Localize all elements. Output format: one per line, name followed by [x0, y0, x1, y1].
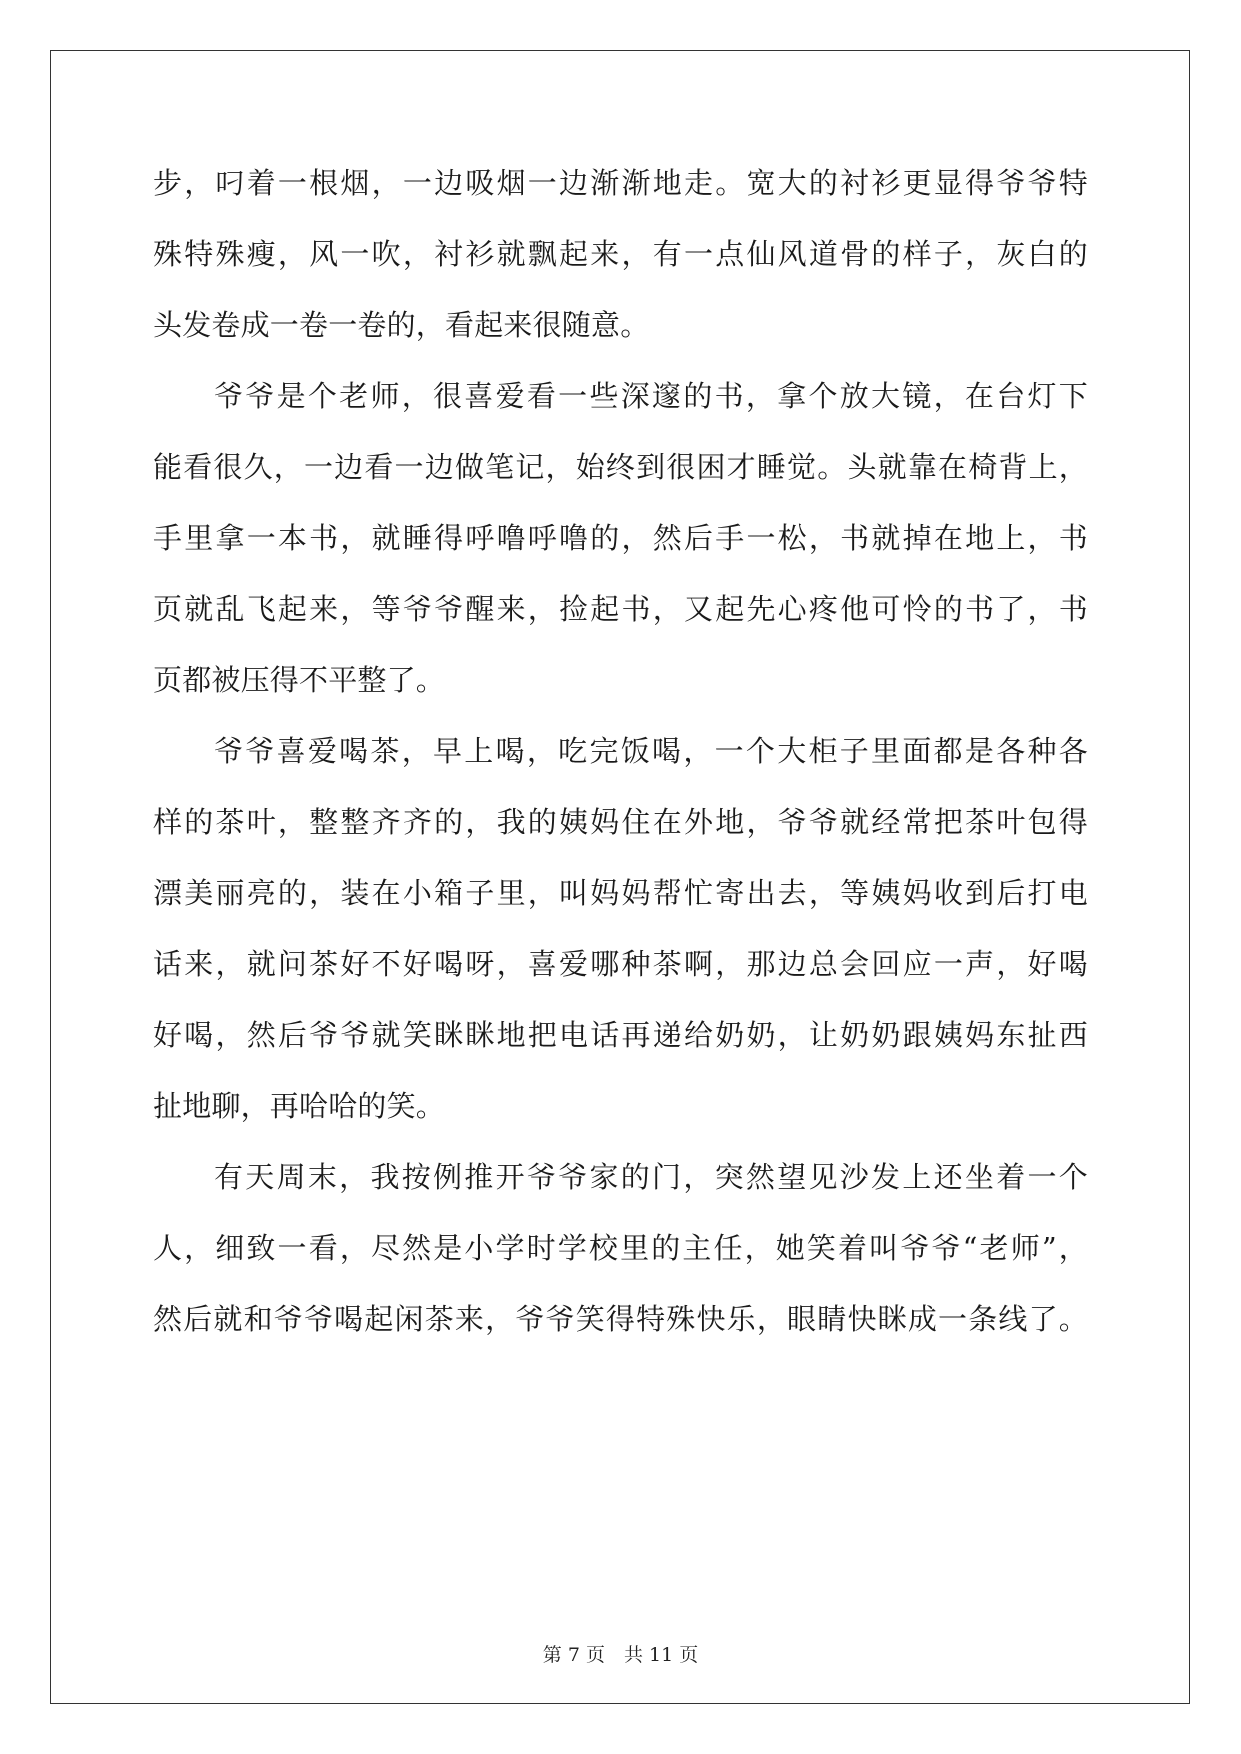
text-line: 话来，就问茶好不好喝呀，喜爱哪种茶啊，那边总会回应一声，好喝: [153, 947, 1088, 981]
text-line: 有天周末，我按例推开爷爷家的门，突然望见沙发上还坐着一个: [214, 1160, 1088, 1194]
text-line: 爷爷是个老师，很喜爱看一些深邃的书，拿个放大镜，在台灯下: [214, 379, 1088, 413]
text-line: 爷爷喜爱喝茶，早上喝，吃完饭喝，一个大柜子里面都是各种各: [214, 734, 1088, 768]
text-line: 步，叼着一根烟，一边吸烟一边渐渐地走。宽大的衬衫更显得爷爷特: [153, 166, 1088, 200]
text-line: 好喝，然后爷爷就笑眯眯地把电话再递给奶奶，让奶奶跟姨妈东扯西: [153, 1018, 1088, 1052]
text-line: 能看很久，一边看一边做笔记，始终到很困才睡觉。头就靠在椅背上，: [153, 450, 1088, 484]
text-line: 头发卷成一卷一卷的，看起来很随意。: [153, 308, 650, 342]
text-line: 漂美丽亮的，装在小箱子里，叫妈妈帮忙寄出去，等姨妈收到后打电: [153, 876, 1088, 910]
text-line: 页就乱飞起来，等爷爷醒来，捡起书，又起先心疼他可怜的书了，书: [153, 592, 1088, 626]
text-line: 页都被压得不平整了。: [153, 663, 446, 697]
text-line: 手里拿一本书，就睡得呼噜呼噜的，然后手一松，书就掉在地上，书: [153, 521, 1088, 555]
text-line: 样的茶叶，整整齐齐的，我的姨妈住在外地，爷爷就经常把茶叶包得: [153, 805, 1088, 839]
text-line: 人，细致一看，尽然是小学时学校里的主任，她笑着叫爷爷“老师”，: [153, 1231, 1088, 1265]
page-number-footer: 第 7 页 共 11 页: [542, 1644, 699, 1666]
text-line: 殊特殊瘦，风一吹，衬衫就飘起来，有一点仙风道骨的样子，灰白的: [153, 237, 1088, 271]
text-line: 然后就和爷爷喝起闲茶来，爷爷笑得特殊快乐，眼睛快眯成一条线了。: [153, 1302, 1088, 1336]
text-line: 扯地聊，再哈哈的笑。: [153, 1089, 446, 1123]
